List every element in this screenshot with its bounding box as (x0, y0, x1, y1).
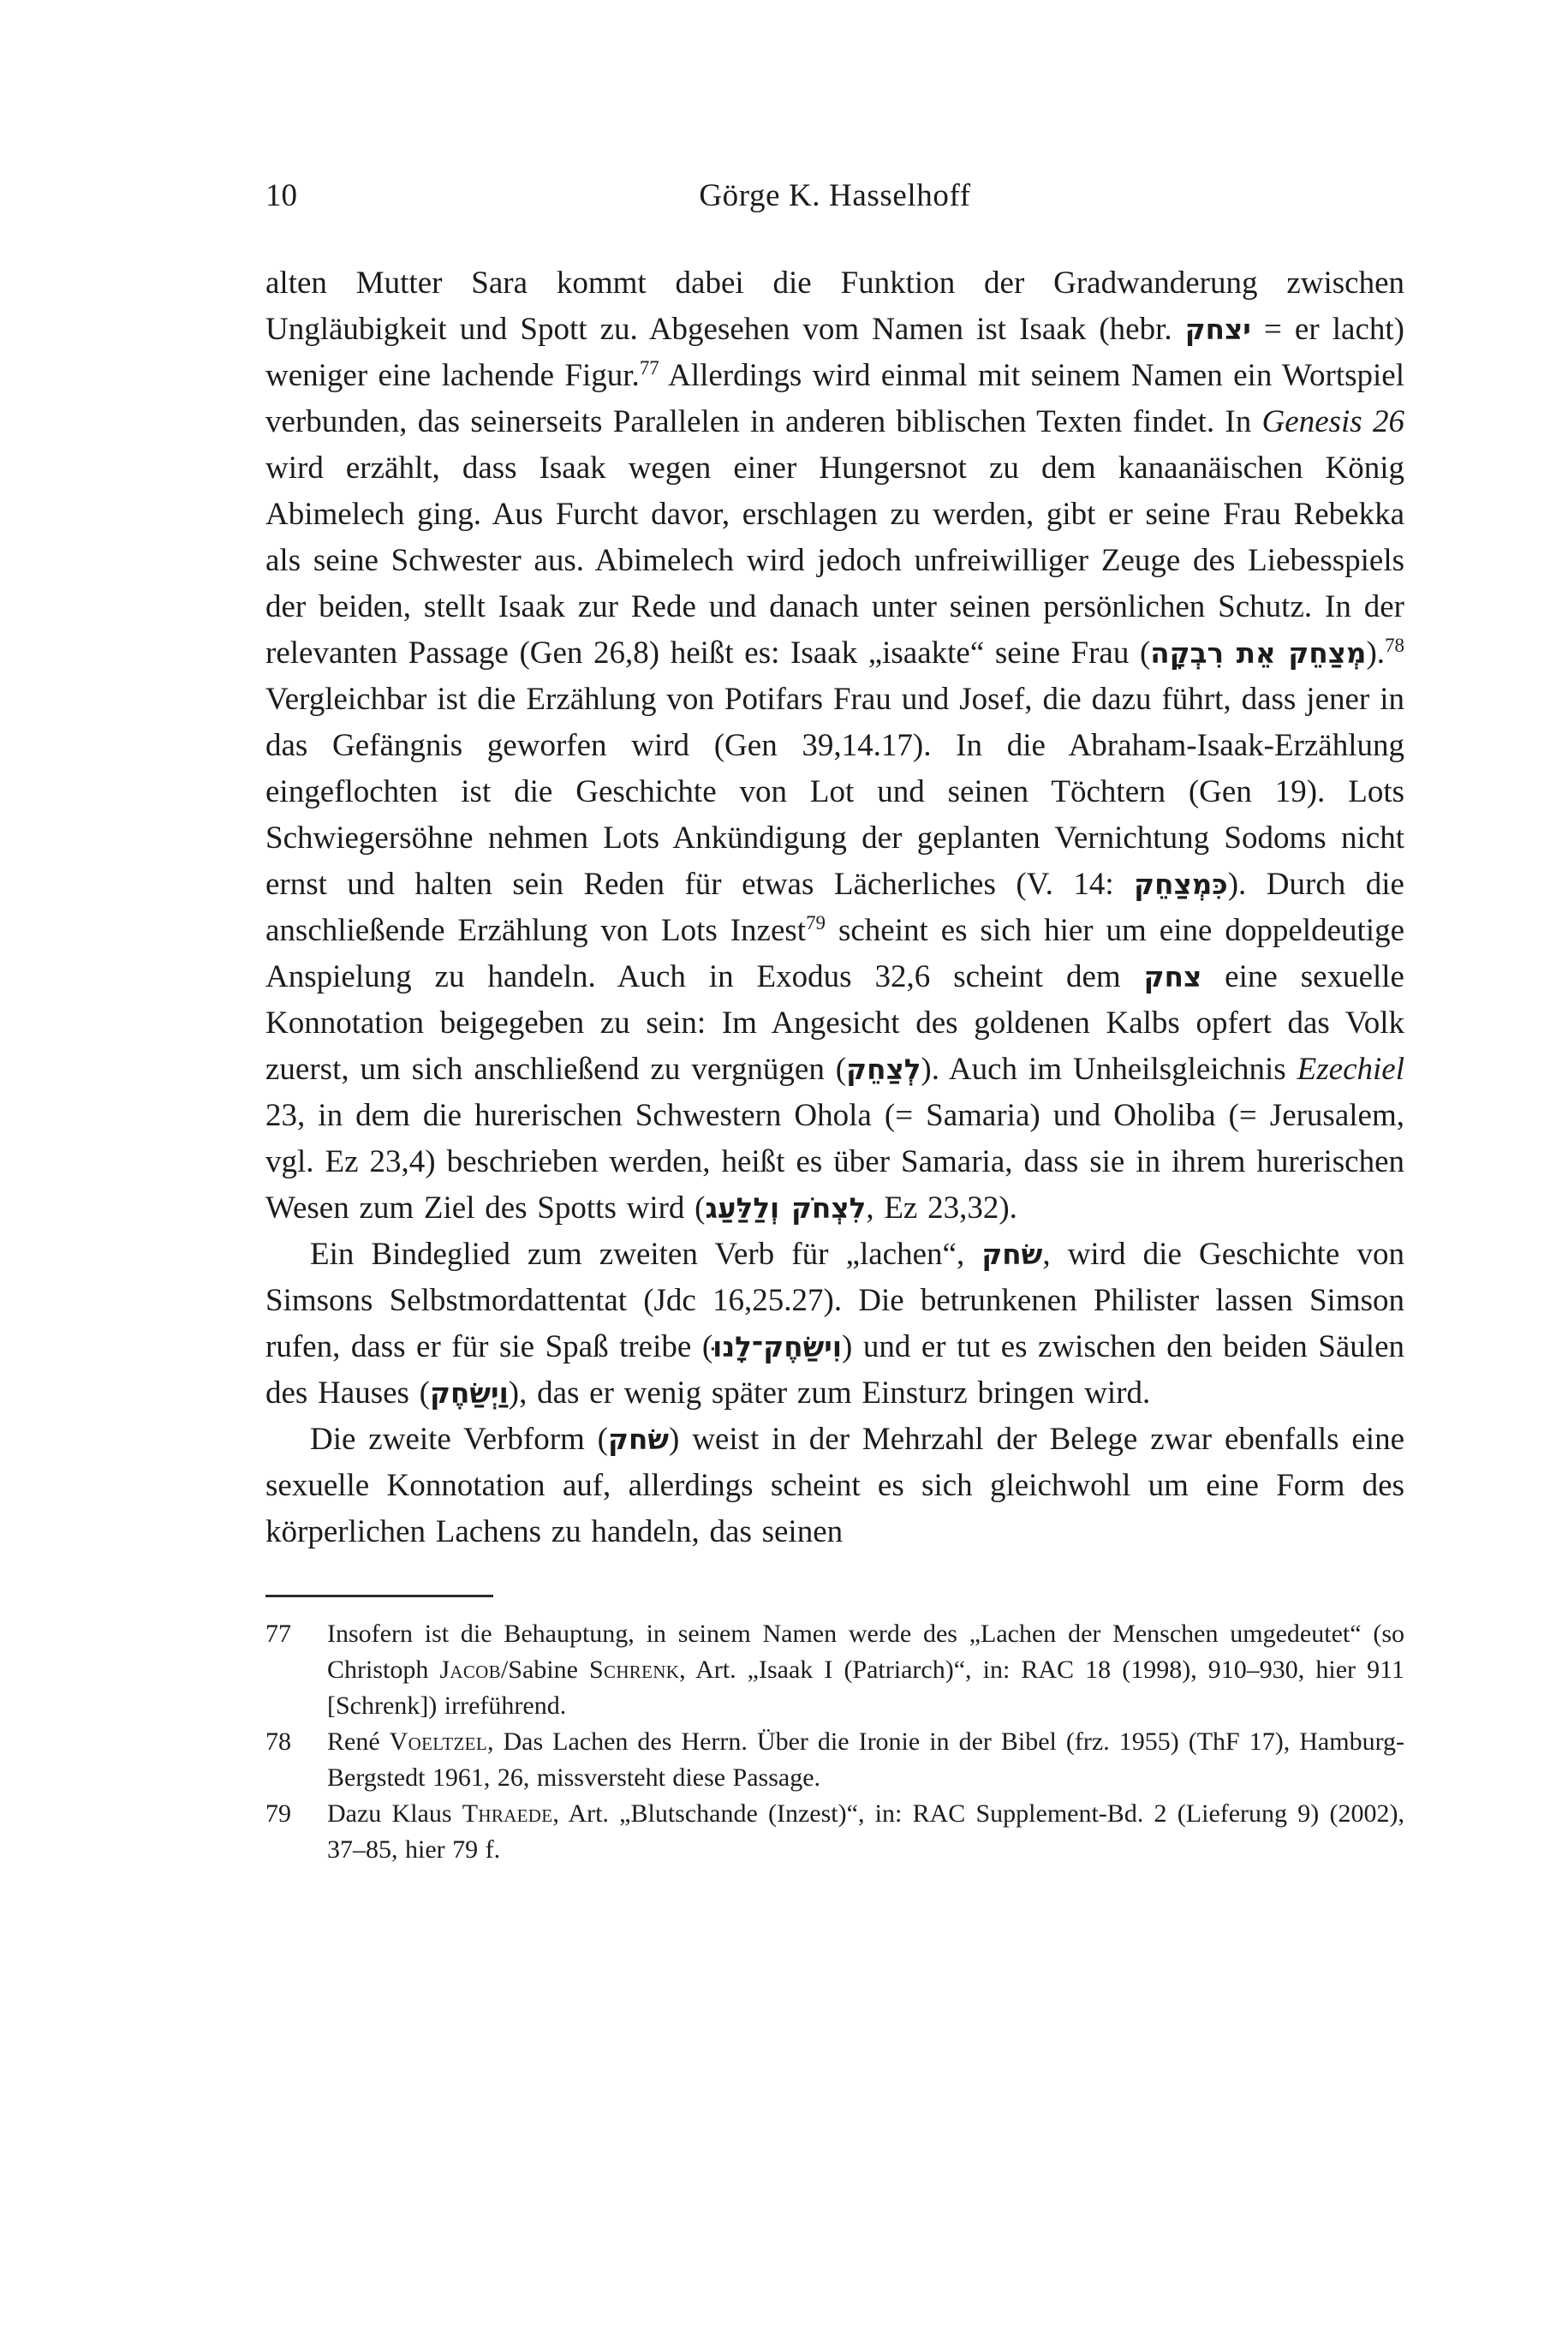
body-text (265, 260, 1404, 1555)
footnote-number: 78 (265, 1727, 291, 1756)
footnote-separator (265, 1595, 493, 1597)
footnotes-section (265, 1595, 1404, 1868)
footnote-text: Insofern ist die Behauptung, in seinem Namen werde des „Lachen der Menschen umgedeutet“ (so Christoph Jacob/Sabine Schrenk, Art. „Isaak I (Patriarch)“, in: RAC 18 (1998), 910–930, hier 911 [Schrenk]) irreführend. (327, 1620, 1404, 1720)
running-head: Görge K. Hasselhoff (699, 178, 971, 213)
footnote (265, 1796, 1404, 1868)
page-number: 10 (265, 178, 297, 213)
footnote-number: 77 (265, 1620, 291, 1648)
page-header (265, 175, 1404, 218)
text-block (265, 175, 1404, 1868)
paragraph: Ein Bindeglied zum zweiten Verb für „lachen“, שׂחק, wird die Geschichte von Simsons Selbstmordattentat (Jdc 16,25.27). Die betrunkenen Philister lassen Simson rufen, dass er für sie Spaß treibe (וִישַׂחֶק־לָנוּ) und er tut es zwischen den beiden Säulen des Hauses (וַיְשַׂחֶק), das er wenig später zum Einsturz bringen wird. (265, 1237, 1404, 1411)
footnote-text: René Voeltzel, Das Lachen des Herrn. Über die Ironie in der Bibel (frz. 1955) (ThF 17), Hamburg-Bergstedt 1961, 26, missversteht diese Passage. (327, 1727, 1405, 1792)
footnote-text: Dazu Klaus Thraede, Art. „Blutschande (Inzest)“, in: RAC Supplement-Bd. 2 (Lieferung 9) (2002), 37–85, hier 79 f. (327, 1799, 1404, 1864)
footnote-number: 79 (265, 1799, 291, 1828)
footnote (265, 1616, 1404, 1724)
paragraph: Die zweite Verbform (שׂחק) weist in der Mehrzahl der Belege zwar ebenfalls eine sexuelle Konnotation auf, allerdings scheint es sich gleichwohl um eine Form des körperlichen Lachens zu handeln, das seinen (265, 1422, 1404, 1549)
footnote (265, 1724, 1404, 1796)
paragraph: alten Mutter Sara kommt dabei die Funktion der Gradwanderung zwischen Ungläubigkeit und Spott zu. Abgesehen vom Namen ist Isaak (hebr. יצחק = er lacht) weniger eine lachende Figur.$^{77}$ Allerdings wird einmal mit seinem Namen ein Wortspiel verbunden, das seinerseits Parallelen in anderen biblischen Texten findet. In Genesis 26 wird erzählt, dass Isaak wegen einer Hungersnot zu dem kanaanäischen König Abimelech ging. Aus Furcht davor, erschlagen zu werden, gibt er seine Frau Rebekka als seine Schwester aus. Abimelech wird jedoch unfreiwilliger Zeuge des Liebesspiels der beiden, stellt Isaak zur Rede und danach unter seinen persönlichen Schutz. In der relevanten Passage (Gen 26,8) heißt es: Isaak „isaakte“ seine Frau (מְצַחֵק אֵת רִבְקָה).$^{78}$ Vergleichbar ist die Erzählung von Potifars Frau und Josef, die dazu führt, dass jener in das Gefängnis geworfen wird (Gen 39,14.17). In die Abraham-Isaak-Erzählung eingeflochten ist die Geschichte von Lot und seinen Töchtern (Gen 19). Lots Schwiegersöhne nehmen Lots Ankündigung der geplanten Vernichtung Sodoms nicht ernst und halten sein Reden für etwas Lächerliches (V. 14: כִּמְצַחֵק). Durch die anschließende Erzählung von Lots Inzest$^{79}$ scheint es sich hier um eine doppeldeutige Anspielung zu handeln. Auch in Exodus 32,6 scheint dem צחק eine sexuelle Konnotation beigegeben zu sein: Im Angesicht des goldenen Kalbs opfert das Volk zuerst, um sich anschließend zu vergnügen (לְצַחֵק). Auch im Unheilsgleichnis Ezechiel 23, in dem die hurerischen Schwestern Ohola (= Samaria) und Oholiba (= Jerusalem, vgl. Ez 23,4) beschrieben werden, heißt es über Samaria, dass sie in ihrem hurerischen Wesen zum Ziel des Spotts wird (לִצְחֹק וְלַלַּעַג, Ez 23,32). (265, 266, 1404, 1226)
